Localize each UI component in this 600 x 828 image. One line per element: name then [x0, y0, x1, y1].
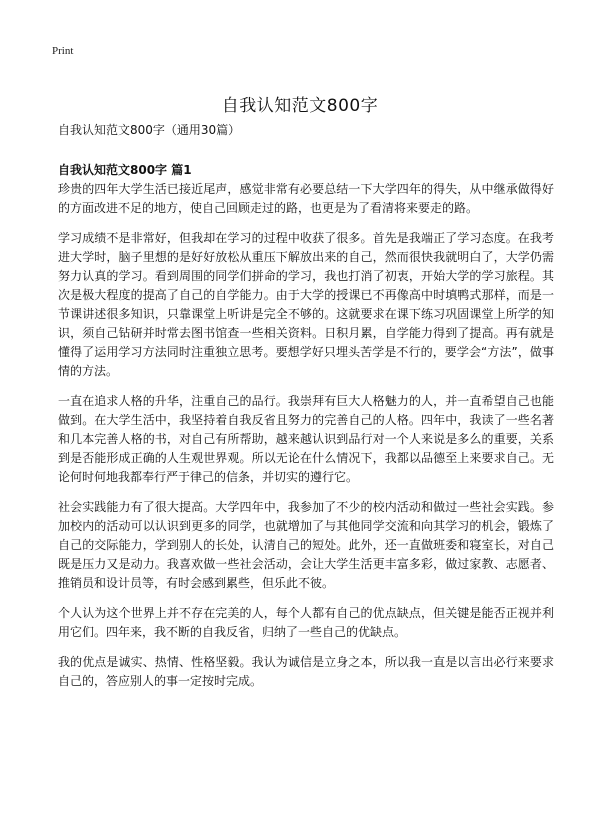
paragraph-3: 一直在追求人格的升华，注重自己的品行。我崇拜有巨大人格魅力的人，并一直希望自己也能做到。在大学生活中，我坚持着自我反省且努力的完善自己的人格。四年中，我读了一些名著和几本完善人格的书，对自己有所帮助，越来越认识到品行对一个人来说是多么的重要，关系到是否能形成正确的人生观世界观。所以无论在什么情况下，我都以品德至上来要求自己。无论何时何地我都奉行严于律己的信条，并切实的遵行它。 [58, 394, 554, 484]
paragraph-5: 个人认为这个世界上并不存在完美的人，每个人都有自己的优点缺点，但关键是能否正视并利用它们。四年来，我不断的自我反省，归纳了一些自己的优缺点。 [58, 606, 554, 639]
paragraph-4: 社会实践能力有了很大提高。大学四年中，我参加了不少的校内活动和做过一些社会实践。参加校内的活动可以认识到更多的同学，也就增加了与其他同学交流和向其学习的机会，锻炼了自己的交际能力，学到别人的长处，认清自己的短处。此外，还一直做班委和寝室长，对自己既是压力又是动力。我喜欢做一些社会活动，会让大学生活更丰富多彩，做过家教、志愿者、推销员和设计员等，有时会感到累些，但乐此不彼。 [58, 500, 554, 590]
page-title: 自我认知范文800字 [221, 96, 379, 117]
paragraph-6: 我的优点是诚实、热情、性格坚毅。我认为诚信是立身之本，所以我一直是以言出必行来要求自己的，答应别人的事一定按时完成。 [58, 655, 554, 688]
paragraph-1: 珍贵的四年大学生活已接近尾声，感觉非常有必要总结一下大学四年的得失，从中继承做得好的方面改进不足的地方，使自己回顾走过的路，也更是为了看清将来要走的路。 [58, 182, 554, 215]
document-subtitle: 自我认知范文800字（通用30篇） [58, 123, 241, 137]
print-link[interactable]: Print [52, 45, 74, 57]
article-body [58, 180, 554, 702]
section-heading: 自我认知范文800字 篇1 [58, 162, 192, 177]
paragraph-2: 学习成绩不是非常好，但我却在学习的过程中收获了很多。首先是我端正了学习态度。在我考进大学时，脑子里想的是好好放松从重压下解放出来的自己，然而很快我就明白了，大学仍需努力认真的学习。看到周围的同学们拼命的学习，我也打消了初衷，开始大学的学习旅程。其次是极大程度的提高了自己的自学能力。由于大学的授课已不再像高中时填鸭式那样，而是一节课讲述很多知识，只靠课堂上听讲是完全不够的。这就要求在课下练习巩固课堂上所学的知识，须自己钻研并时常去图书馆查一些相关资料。日积月累，自学能力得到了提高。再有就是懂得了运用学习方法同时注重独立思考。要想学好只埋头苦学是不行的，要学会“方法”，做事情的方法。 [58, 231, 554, 378]
